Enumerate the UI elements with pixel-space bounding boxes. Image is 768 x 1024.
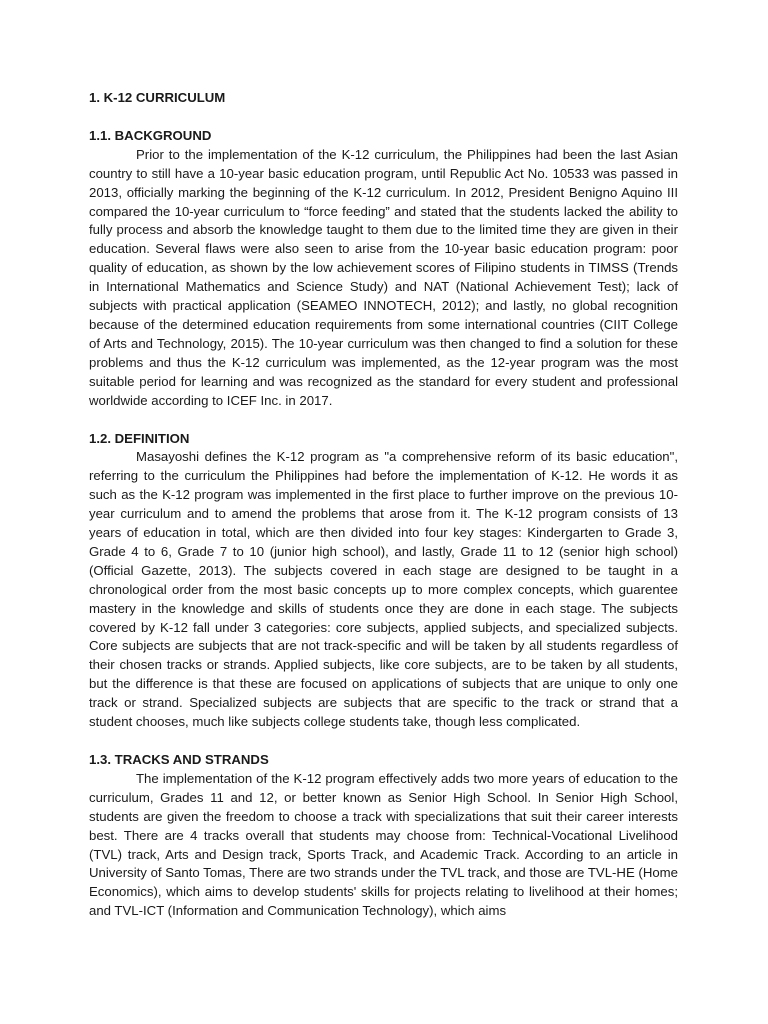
section-paragraph-definition: Masayoshi defines the K-12 program as "a comprehensive reform of its basic education", referring to the curriculum the Philippines had before the implementation of K-12. He words it as such as the K-12 program was implemented in the first place to further improve on the previous 10-year curriculum and to amend the problems that arose from it. The K-12 program consists of 13 years of education in total, which are then divided into four key stages: Kindergarten to Grade 3, Grade 4 to 6, Grade 7 to 10 (junior high school), and lastly, Grade 11 to 12 (senior high school) (Official Gazette, 2013). The subjects covered in each stage are designed to be taught in a chronological order from the most basic concepts up to more complex concepts, which guarentee mastery in the knowledge and skills of students once they are done in each stage. The subjects covered by K-12 fall under 3 categories: core subjects, applied subjects, and specialized subjects. Core subjects are subjects that are not track-specific and will be taken by all students regardless of their chosen tracks or strands. Applied subjects, like core subjects, are to be taken by all students, but the difference is that these are focused on applications of subjects that are unique to only one track or strand. Specialized subjects are subjects that are specific to the track or strand that a student chooses, much like subjects college students take, though less complicated.: [89, 449, 678, 730]
section-tracks-and-strands: [89, 751, 678, 921]
section-definition: [89, 430, 678, 733]
section-paragraph-tracks-and-strands: The implementation of the K-12 program effectively adds two more years of education to the curriculum, Grades 11 and 12, or better known as Senior High School. In Senior High School, students are given the freedom to choose a track with specializations that suit their career interests best. There are 4 tracks overall that students may choose from: Technical-Vocational Livelihood (TVL) track, Arts and Design track, Sports Track, and Academic Track. According to an article in University of Santo Tomas, There are two strands under the TVL track, and those are TVL-HE (Home Economics), which aims to develop students' skills for projects relating to livelihood at their homes; and TVL-ICT (Information and Communication Technology), which aims: [89, 770, 678, 919]
section-paragraph-background: Prior to the implementation of the K-12 curriculum, the Philippines had been the last Asian country to still have a 10-year basic education program, until Republic Act No. 10533 was passed in 2013, officially marking the beginning of the K-12 curriculum. In 2012, President Benigno Aquino III compared the 10-year curriculum to “force feeding” and stated that the students lacked the ability to fully process and absorb the knowledge taught to them due to the limited time they are given in their education. Several flaws were also seen to arise from the 10-year basic education program: poor quality of education, as shown by the low achievement scores of Filipino students in TIMSS (Trends in International Mathematics and Science Study) and NAT (National Achievement Test); lack of subjects with practical application (SEAMEO INNOTECH, 2012); and lastly, no global recognition because of the determined education requirements from some international countries (CIIT College of Arts and Technology, 2015). The 10-year curriculum was then changed to find a solution for these problems and thus the K-12 curriculum was implemented, as the 12-year program was the most suitable period for learning and was recognized as the standard for every student and professional worldwide according to ICEF Inc. in 2017.: [89, 146, 678, 408]
section-heading-background: 1.1. BACKGROUND: [89, 127, 212, 143]
section-background: [89, 127, 678, 411]
section-heading-definition: 1.2. DEFINITION: [89, 430, 190, 446]
document-page: [89, 89, 678, 940]
section-heading-tracks-and-strands: 1.3. TRACKS AND STRANDS: [89, 752, 269, 767]
document-title: 1. K-12 CURRICULUM: [89, 90, 226, 105]
